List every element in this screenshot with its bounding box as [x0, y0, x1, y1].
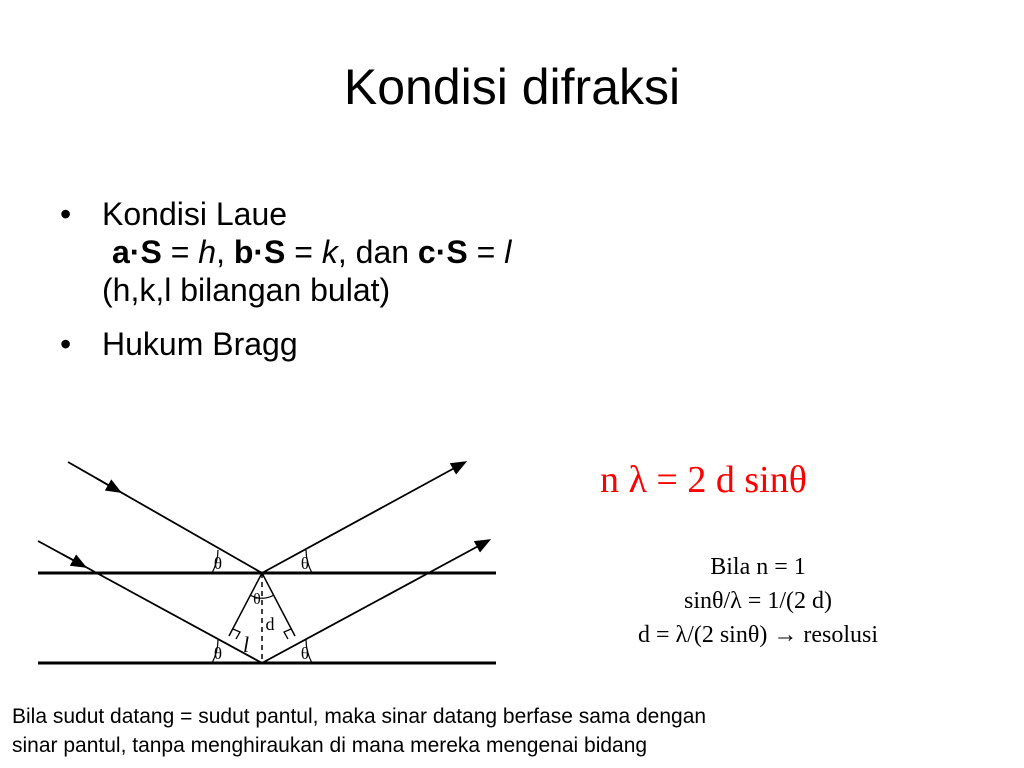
right-angle-mark: [233, 629, 240, 639]
bullet-laue-label: Kondisi Laue: [102, 196, 288, 232]
eq-a-s: a·S: [112, 234, 162, 270]
slide-title: Kondisi difraksi: [343, 59, 681, 115]
laue-equation: [102, 233, 760, 271]
note-line: sinθ/λ = 1/(2 d): [684, 588, 832, 614]
eq-equals-2: =: [285, 234, 322, 270]
eq-b-s: b·S: [233, 234, 286, 270]
laue-note: (h,k,l bilangan bulat): [102, 272, 391, 308]
bragg-notes: [578, 550, 938, 652]
reflected-ray-bottom: [262, 543, 484, 663]
spacing-label: d: [265, 614, 275, 634]
caption-line: sinar pantul, tanpa menghiraukan di mana mereka mengenai bidang: [12, 734, 648, 757]
note-line: d = λ/(2 sinθ) → resolusi: [638, 622, 878, 648]
bullet-bragg: [60, 325, 760, 363]
bragg-diagram: [0, 440, 520, 680]
theta-label: θ: [213, 644, 223, 663]
eq-sep-1: ,: [216, 234, 234, 270]
caption-line: Bila sudut datang = sudut pantul, maka sinar datang berfase sama dengan: [12, 705, 707, 728]
reflected-ray-top: [262, 465, 460, 573]
theta-label: θ: [253, 591, 261, 608]
arrow-icon: [62, 554, 80, 564]
theta-label: θ: [213, 554, 223, 573]
eq-equals-3: =: [467, 234, 505, 270]
path-length-label: l: [242, 632, 250, 657]
eq-l: l: [504, 234, 512, 270]
bragg-formula: n λ = 2 d sinθ: [600, 459, 807, 501]
theta-label: θ: [300, 554, 310, 573]
note-line: Bila n = 1: [710, 554, 806, 580]
arrow-icon: [96, 478, 115, 489]
bullet-bragg-label: Hukum Bragg: [102, 326, 298, 362]
eq-k: k: [321, 234, 338, 270]
eq-h: h: [198, 234, 217, 270]
eq-equals-1: =: [161, 234, 199, 270]
theta-label: θ: [300, 644, 310, 663]
bullet-laue: [60, 195, 760, 309]
eq-c-s: c·S: [417, 234, 468, 270]
bullet-list: [60, 195, 760, 363]
right-angle-mark: [284, 629, 291, 639]
eq-sep-2: , dan: [337, 234, 418, 270]
caption: [12, 702, 1012, 760]
bullet-marker: •: [60, 326, 72, 362]
bullet-marker: •: [60, 196, 72, 232]
